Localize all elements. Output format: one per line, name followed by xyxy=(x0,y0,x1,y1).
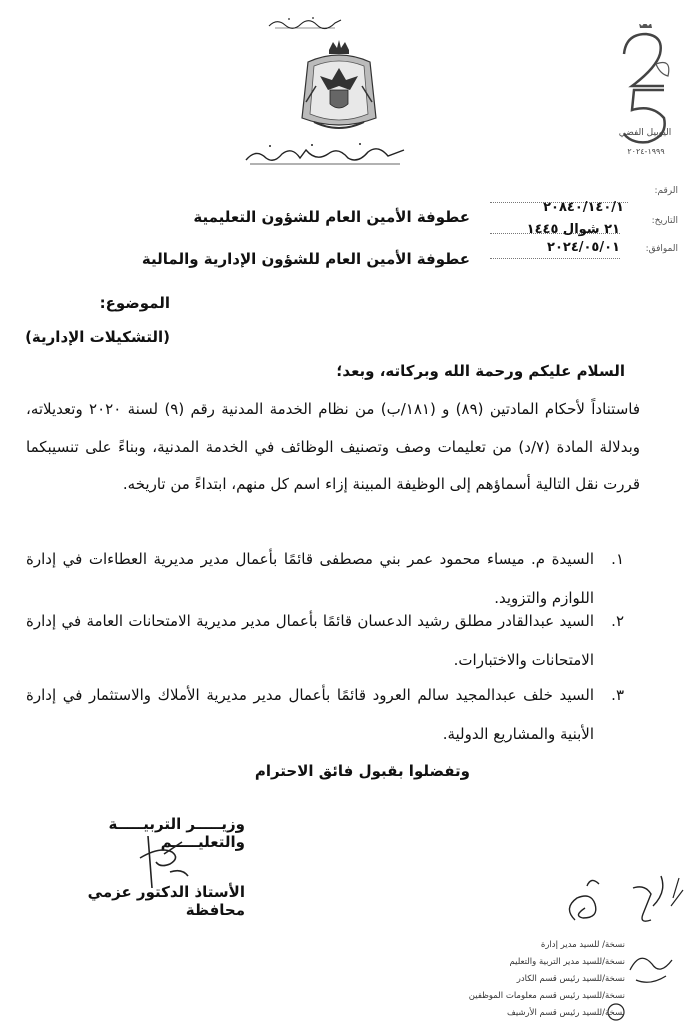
item-number-1: ١. xyxy=(611,550,624,568)
item-text-1: السيدة م. ميساء محمود عمر بني مصطفى قائمًا بأعمال مدير مديرية العطاءات في إدارة اللوازم والتزويد. xyxy=(26,550,594,607)
silver-jubilee-25-logo xyxy=(602,24,686,162)
subject-title: (التشكيلات الإدارية) xyxy=(25,328,170,346)
ministry-calligraphy-logo xyxy=(240,140,410,170)
reference-corresponding-label: الموافق: xyxy=(645,244,678,254)
copy-line-3: نسخة/للسيد رئيس قسم الكادر xyxy=(516,974,625,984)
copy-line-2: نسخة/للسيد مدير التربية والتعليم xyxy=(509,957,625,967)
item-text-3: السيد خلف عبدالمجيد سالم العرود قائمًا بأعمال مدير مديرية الأملاك والاستثمار في إدارة الأبنية والمشاريع الدولية. xyxy=(26,686,594,743)
reference-corresponding-value: ٢٠٢٤/٠٥/٠١ xyxy=(547,240,620,255)
jordan-coat-of-arms-icon xyxy=(296,40,382,136)
item-text-2: السيد عبدالقادر مطلق رشيد الدعسان قائمًا بأعمال مدير مديرية الامتحانات العامة في إدارة الامتحانات والاختبارات. xyxy=(26,612,594,669)
subject-label: الموضوع: xyxy=(99,294,170,312)
signer-name: الأستاذ الدكتور عزمي محافظة xyxy=(87,883,245,919)
reference-date-label: التاريخ: xyxy=(651,216,678,226)
item-number-2: ٢. xyxy=(611,612,624,630)
body-paragraph: فاستناداً لأحكام المادتين (٨٩) و (١٨١/ب) من نظام الخدمة المدنية رقم (٩) لسنة ٢٠٢٠ وتعديلاته، وبدلالة المادة (٧/د) من تعليمات وصف وتصنيف الوظائف في الخدمة المدنية، وبناءً على تنسيبكما قررت نقل التالية أسماؤهم إلى الوظيفة المبينة إزاء اسم كل منهم، ابتداءً من تاريخه. xyxy=(26,400,640,493)
copy-line-5: نسخة/للسيد رئيس قسم الأرشيف xyxy=(507,1008,625,1018)
greeting: السلام عليكم ورحمة الله وبركاته، وبعد؛ xyxy=(336,362,625,380)
basmala-calligraphy xyxy=(265,14,345,32)
reference-date-value: ٢١ شوال ١٤٤٥ xyxy=(526,222,620,237)
initials-scribbles xyxy=(555,868,685,938)
jubilee-text: اليوبيل الفضي xyxy=(618,128,672,138)
item-number-3: ٣. xyxy=(611,686,624,704)
jubilee-years: ١٩٩٩-٢٠٢٤ xyxy=(627,147,665,156)
addressee-2: عطوفة الأمين العام للشؤون الإدارية والمالية xyxy=(141,250,470,268)
reference-number-value: ٢٠٨٤٠/١٤٠/١ xyxy=(543,200,624,215)
initials-scribble-2 xyxy=(620,940,680,990)
signer-title: وزيـــــر التربيـــــة والتعليـــــم xyxy=(108,815,245,851)
copy-line-4: نسخة/للسيد رئيس قسم معلومات الموظفين xyxy=(468,991,625,1001)
addressee-1: عطوفة الأمين العام للشؤون التعليمية xyxy=(193,208,470,226)
closing-phrase: وتفضلوا بقبول فائق الاحترام xyxy=(254,762,470,780)
reference-number-label: الرقم: xyxy=(654,186,678,196)
reference-corresponding-line xyxy=(490,258,620,259)
copy-line-1: نسخة/ للسيد مدير إدارة xyxy=(540,940,625,950)
